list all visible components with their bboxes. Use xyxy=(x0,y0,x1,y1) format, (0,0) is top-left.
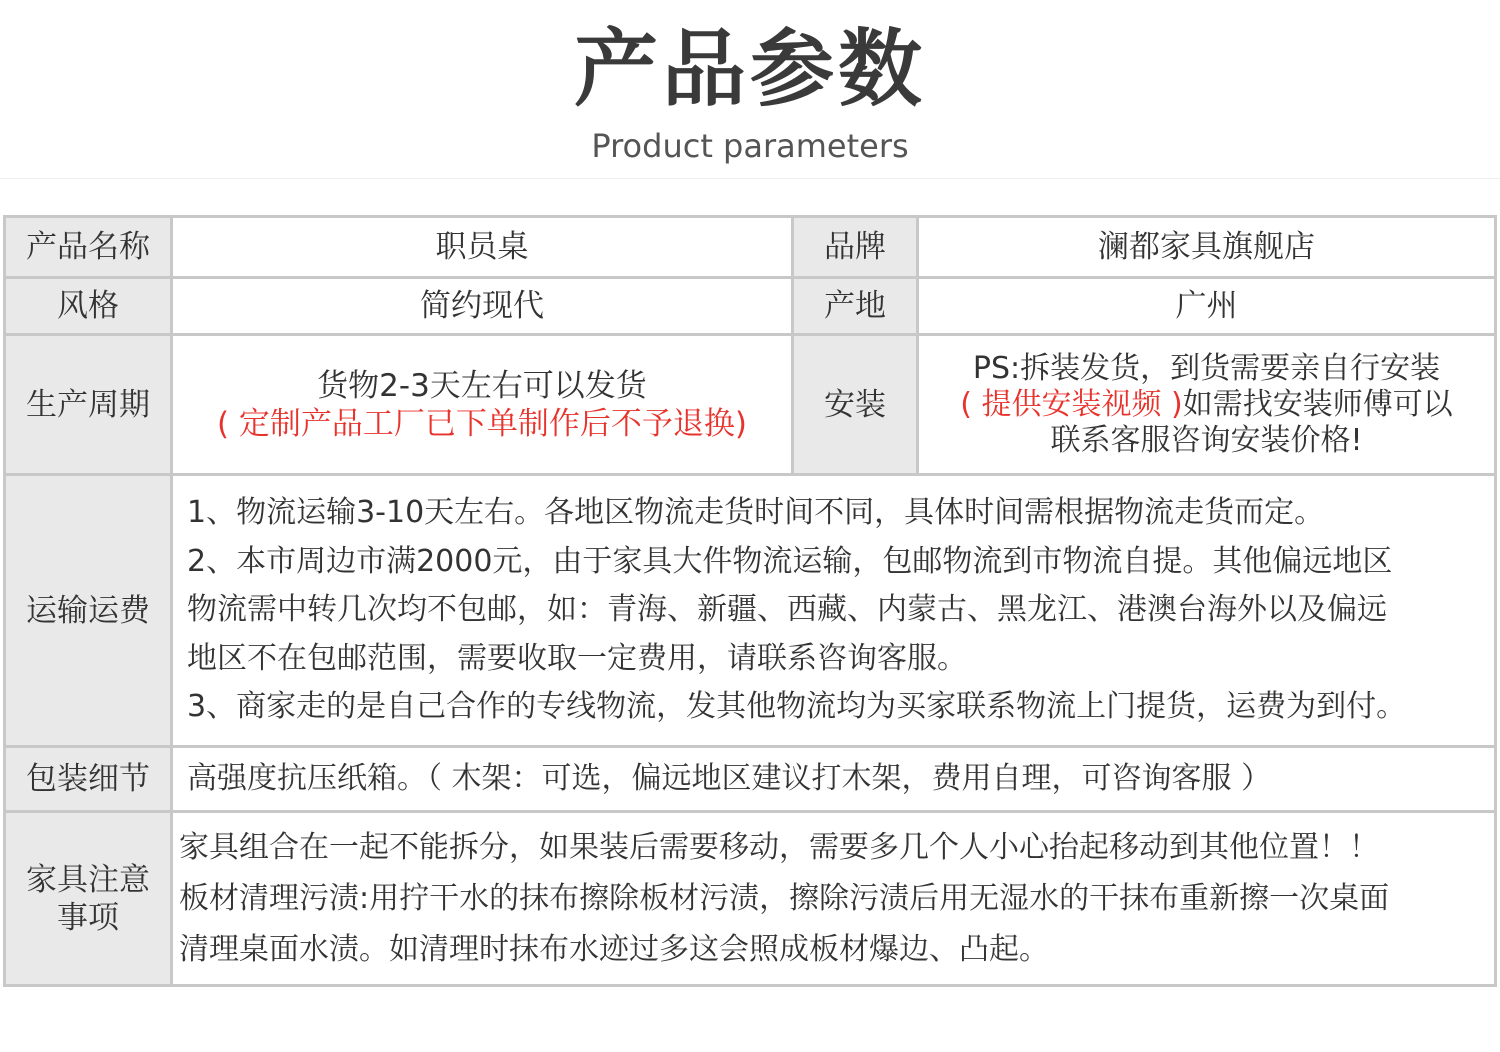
row-divider xyxy=(6,473,1494,476)
shipping-line: 物流需中转几次均不包邮，如：青海、新疆、西藏、内蒙古、黑龙江、港澳台海外以及偏远 xyxy=(187,592,1387,628)
product-name-label xyxy=(6,218,170,276)
notes-line: 清理桌面水渍。如清理时抹布水迹过多这会照成板材爆边、凸起。 xyxy=(179,932,1049,967)
packaging-text: 高强度抗压纸箱。（ 木架：可选，偏远地区建议打木架，费用自理，可咨询客服 ） xyxy=(187,760,1272,796)
style-label-text: 风格 xyxy=(57,288,119,324)
column-divider xyxy=(791,218,794,473)
row-divider xyxy=(6,276,1494,279)
production-cycle-line: 货物2-3天左右可以发货 xyxy=(317,367,647,404)
style-label xyxy=(6,279,170,333)
brand-label-text: 品牌 xyxy=(824,229,886,265)
row-divider xyxy=(6,333,1494,336)
production-cycle-label xyxy=(6,336,170,473)
packaging-value xyxy=(173,748,1494,810)
install-value xyxy=(919,336,1494,473)
style-value xyxy=(173,279,791,333)
shipping-line: 2、本市周边市满2000元，由于家具大件物流运输，包邮物流到市物流自提。其他偏远地区 xyxy=(187,543,1393,579)
shipping-line: 地区不在包邮范围，需要收取一定费用，请联系咨询客服。 xyxy=(187,640,967,676)
page-title: 产品参数 xyxy=(573,20,926,118)
notes-line: 家具组合在一起不能拆分，如果装后需要移动，需要多几个人小心抬起移动到其他位置！！ xyxy=(179,830,1379,865)
notes-value xyxy=(173,813,1494,984)
shipping-label xyxy=(6,476,170,745)
origin-label xyxy=(794,279,916,333)
notes-line: 板材清理污渍:用拧干水的抹布擦除板材污渍，擦除污渍后用无湿水的干抹布重新擦一次桌面 xyxy=(179,881,1390,916)
install-label-text: 安装 xyxy=(824,386,886,423)
shipping-line: 3、商家走的是自己合作的专线物流，发其他物流均为买家联系物流上门提货，运费为到付。 xyxy=(187,689,1407,725)
shipping-line: 1、物流运输3-10天左右。各地区物流走货时间不同，具体时间需根据物流走货而定。 xyxy=(187,495,1325,531)
production-cycle-value xyxy=(173,336,791,473)
production-cycle-warning: ( 定制产品工厂已下单制作后不予退换) xyxy=(216,405,748,442)
brand-value xyxy=(919,218,1494,276)
page-header xyxy=(0,0,1500,179)
origin-value-text: 广州 xyxy=(1175,288,1238,324)
install-line: 如需找安装师傅可以 xyxy=(1182,386,1453,422)
page-subtitle: Product parameters xyxy=(591,127,909,165)
column-divider xyxy=(916,218,919,473)
row-divider xyxy=(6,810,1494,813)
origin-label-text: 产地 xyxy=(824,288,886,324)
shipping-value xyxy=(173,476,1494,745)
production-cycle-label-text: 生产周期 xyxy=(26,386,150,423)
shipping-label-text: 运输运费 xyxy=(26,592,150,629)
notes-label-text: 家具注意 xyxy=(26,861,150,898)
install-video-note: ( 提供安装视频 ) xyxy=(960,386,1183,422)
product-name-label-text: 产品名称 xyxy=(26,229,150,265)
install-label xyxy=(794,336,916,473)
install-line: PS:拆装发货，到货需要亲自行安装 xyxy=(972,350,1441,386)
origin-value xyxy=(919,279,1494,333)
column-divider xyxy=(170,218,173,984)
row-divider xyxy=(6,745,1494,748)
product-name-value xyxy=(173,218,791,276)
product-name-value-text: 职员桌 xyxy=(435,229,529,265)
notes-label xyxy=(6,813,170,984)
parameters-table xyxy=(3,215,1497,987)
notes-label-text: 事项 xyxy=(57,899,119,936)
packaging-label xyxy=(6,748,170,810)
brand-value-text: 澜都家具旗舰店 xyxy=(1098,229,1315,265)
style-value-text: 简约现代 xyxy=(420,288,544,324)
brand-label xyxy=(794,218,916,276)
install-line: 联系客服咨询安装价格! xyxy=(1050,422,1363,458)
packaging-label-text: 包装细节 xyxy=(26,761,150,797)
